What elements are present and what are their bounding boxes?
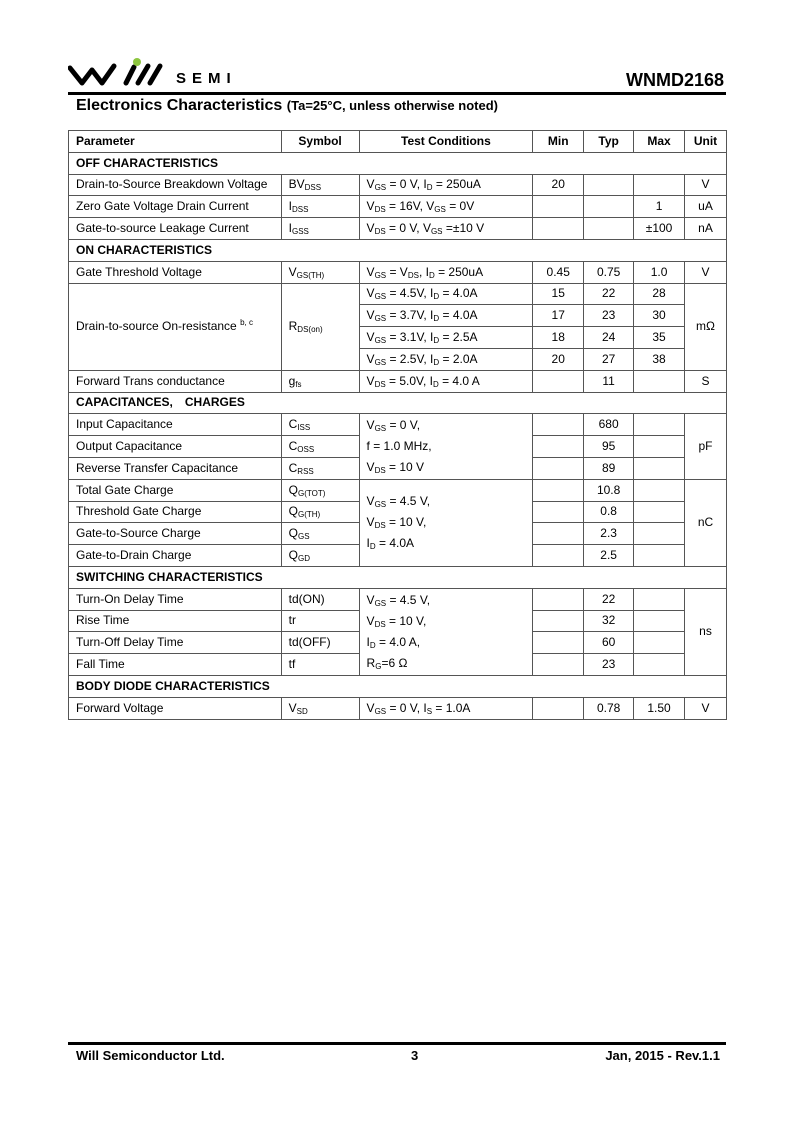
condition-cell: $V_{DS} = 0$ V, $V_{GS} =\pm 10$ V: [359, 218, 533, 240]
min-cell: [533, 501, 584, 523]
unit-cell: V: [685, 697, 727, 719]
max-cell: [634, 457, 685, 479]
max-cell: [634, 174, 685, 196]
part-number: WNMD2168: [625, 70, 724, 90]
condition-cell: $V_{DS} = 16V$, $V_{GS} = 0V$: [359, 196, 533, 218]
section-body-diode: BODY DIODE CHARACTERISTICS: [69, 675, 727, 697]
header-max: Max: [634, 131, 685, 153]
min-cell: [533, 196, 584, 218]
typ-cell: 23: [584, 305, 634, 327]
min-cell: [533, 218, 584, 240]
unit-cell: V: [685, 261, 727, 283]
symbol-cell: $R_{DS(on)}$: [281, 283, 359, 370]
min-cell: [533, 632, 584, 654]
param-cell: Total Gate Charge: [69, 479, 282, 501]
param-cell: Gate Threshold Voltage: [69, 261, 282, 283]
condition-cell: $V_{DS} = 5.0V$, $I_D = 4.0$ A: [359, 370, 533, 392]
typ-cell: 2.3: [584, 523, 634, 545]
max-cell: 1: [634, 196, 685, 218]
symbol-cell: $V_{SD}$: [281, 697, 359, 719]
symbol-cell: $Q_{G(TH)}$: [281, 501, 359, 523]
header-unit: Unit: [685, 131, 727, 153]
footer-rule: [68, 1042, 726, 1045]
typ-cell: 22: [584, 283, 634, 305]
section-capacitances: CAPACITANCES, CHARGES: [69, 392, 727, 414]
table-header-row: [69, 131, 727, 153]
typ-cell: 27: [584, 348, 634, 370]
max-cell: 1.50: [634, 697, 685, 719]
typ-cell: 11: [584, 370, 634, 392]
max-cell: 35: [634, 327, 685, 349]
unit-cell: nC: [685, 479, 727, 566]
footer-page-number: 3: [411, 1048, 419, 1063]
symbol-cell: $C_{ISS}$: [281, 414, 359, 436]
typ-cell: 0.8: [584, 501, 634, 523]
section-switching: SWITCHING CHARACTERISTICS: [69, 566, 727, 588]
condition-cell: $V_{GS} = 0$ V, f = 1.0 MHz, $V_{DS} = 10$ V: [359, 414, 533, 479]
typ-cell: 680: [584, 414, 634, 436]
section-on: ON CHARACTERISTICS: [69, 239, 727, 261]
symbol-cell: $C_{RSS}$: [281, 457, 359, 479]
typ-cell: 2.5: [584, 545, 634, 567]
typ-cell: 23: [584, 654, 634, 676]
unit-cell: pF: [685, 414, 727, 479]
max-cell: [634, 632, 685, 654]
table-row: [69, 479, 727, 501]
header-parameter: Parameter: [69, 131, 282, 153]
condition-cell: $V_{GS} = 4.5$ V, $V_{DS} = 10$ V, $I_D = 4.0$ A, $R_G=6$ Ω: [359, 588, 533, 675]
typ-cell: [584, 196, 634, 218]
param-cell: Gate-to-Drain Charge: [69, 545, 282, 567]
min-cell: 20: [533, 174, 584, 196]
unit-cell: mΩ: [685, 283, 727, 370]
min-cell: [533, 479, 584, 501]
typ-cell: 95: [584, 436, 634, 458]
title-note: (Ta=25°C, unless otherwise noted): [286, 98, 498, 113]
header-conditions: Test Conditions: [359, 131, 533, 153]
header-rule: [68, 92, 726, 95]
param-cell: Rise Time: [69, 610, 282, 632]
table-row: [69, 588, 727, 610]
condition-cell: $V_{GS} = 4.5$ V, $V_{DS} = 10$ V, $I_D = 4.0A$: [359, 479, 533, 566]
unit-cell: uA: [685, 196, 727, 218]
symbol-cell: tr: [281, 610, 359, 632]
max-cell: [634, 370, 685, 392]
param-cell: Input Capacitance: [69, 414, 282, 436]
max-cell: 1.0: [634, 261, 685, 283]
table-row: [69, 261, 727, 283]
unit-cell: ns: [685, 588, 727, 675]
title-main: Electronics Characteristics: [76, 97, 283, 114]
condition-cell: $V_{GS} = 3.7V$, $I_D = 4.0A$: [359, 305, 533, 327]
min-cell: [533, 414, 584, 436]
min-cell: 18: [533, 327, 584, 349]
min-cell: [533, 545, 584, 567]
min-cell: 0.45: [533, 261, 584, 283]
param-cell: Forward Trans conductance: [69, 370, 282, 392]
table-row: [69, 218, 727, 240]
max-cell: 28: [634, 283, 685, 305]
typ-cell: [584, 218, 634, 240]
symbol-cell: $Q_{GS}$: [281, 523, 359, 545]
min-cell: [533, 588, 584, 610]
param-cell: Fall Time: [69, 654, 282, 676]
param-cell: Gate-to-source Leakage Current: [69, 218, 282, 240]
table-row: [69, 196, 727, 218]
condition-cell: $V_{GS} = 2.5V$, $I_D = 2.0A$: [359, 348, 533, 370]
min-cell: 15: [533, 283, 584, 305]
param-cell: Drain-to-Source Breakdown Voltage: [69, 174, 282, 196]
table-row: [69, 174, 727, 196]
typ-cell: 60: [584, 632, 634, 654]
typ-cell: 0.78: [584, 697, 634, 719]
max-cell: [634, 501, 685, 523]
table-row: [69, 370, 727, 392]
max-cell: [634, 436, 685, 458]
min-cell: [533, 370, 584, 392]
typ-cell: 10.8: [584, 479, 634, 501]
max-cell: [634, 414, 685, 436]
max-cell: 30: [634, 305, 685, 327]
symbol-cell: td(ON): [281, 588, 359, 610]
min-cell: [533, 457, 584, 479]
condition-cell: $V_{GS} = 3.1V$, $I_D = 2.5A$: [359, 327, 533, 349]
condition-cell: $V_{GS} = 0$ V, $I_D = 250uA$: [359, 174, 533, 196]
param-cell: Gate-to-Source Charge: [69, 523, 282, 545]
footer-revision: Jan, 2015 - Rev.1.1: [605, 1048, 720, 1063]
min-cell: [533, 436, 584, 458]
min-cell: [533, 523, 584, 545]
param-cell: Reverse Transfer Capacitance: [69, 457, 282, 479]
condition-cell: $V_{GS} = 0$ V, $I_S = 1.0A$: [359, 697, 533, 719]
electrical-characteristics-table: [68, 130, 727, 720]
param-cell: Drain-to-source On-resistance $^{b, c}$: [69, 283, 282, 370]
symbol-cell: $Q_{GD}$: [281, 545, 359, 567]
table-row: [69, 697, 727, 719]
header-symbol: Symbol: [281, 131, 359, 153]
symbol-cell: $C_{OSS}$: [281, 436, 359, 458]
table-row: [69, 283, 727, 305]
max-cell: [634, 545, 685, 567]
symbol-cell: $BV_{DSS}$: [281, 174, 359, 196]
typ-cell: 24: [584, 327, 634, 349]
symbol-cell: $I_{GSS}$: [281, 218, 359, 240]
symbol-cell: $V_{GS(TH)}$: [281, 261, 359, 283]
section-title: [76, 97, 498, 115]
condition-cell: $V_{GS} = V_{DS}$, $I_D = 250uA$: [359, 261, 533, 283]
param-cell: Threshold Gate Charge: [69, 501, 282, 523]
max-cell: [634, 523, 685, 545]
param-cell: Forward Voltage: [69, 697, 282, 719]
param-cell: Zero Gate Voltage Drain Current: [69, 196, 282, 218]
typ-cell: [584, 174, 634, 196]
max-cell: ±100: [634, 218, 685, 240]
unit-cell: S: [685, 370, 727, 392]
symbol-cell: td(OFF): [281, 632, 359, 654]
min-cell: 17: [533, 305, 584, 327]
table-row: [69, 414, 727, 436]
max-cell: [634, 654, 685, 676]
typ-cell: 32: [584, 610, 634, 632]
header-typ: Typ: [584, 131, 634, 153]
section-off: OFF CHARACTERISTICS: [69, 152, 727, 174]
symbol-cell: $g_{fs}$: [281, 370, 359, 392]
min-cell: 20: [533, 348, 584, 370]
typ-cell: 22: [584, 588, 634, 610]
max-cell: 38: [634, 348, 685, 370]
param-cell: Turn-On Delay Time: [69, 588, 282, 610]
max-cell: [634, 588, 685, 610]
param-cell: Turn-Off Delay Time: [69, 632, 282, 654]
condition-cell: $V_{GS} = 4.5V$, $I_D = 4.0A$: [359, 283, 533, 305]
header-min: Min: [533, 131, 584, 153]
max-cell: [634, 479, 685, 501]
footer-company: Will Semiconductor Ltd.: [76, 1048, 225, 1063]
typ-cell: 89: [584, 457, 634, 479]
param-cell: Output Capacitance: [69, 436, 282, 458]
min-cell: [533, 697, 584, 719]
symbol-cell: $Q_{G(TOT)}$: [281, 479, 359, 501]
unit-cell: nA: [685, 218, 727, 240]
symbol-cell: tf: [281, 654, 359, 676]
min-cell: [533, 610, 584, 632]
typ-cell: 0.75: [584, 261, 634, 283]
logo-text: SEMI: [176, 70, 237, 87]
unit-cell: V: [685, 174, 727, 196]
max-cell: [634, 610, 685, 632]
symbol-cell: $I_{DSS}$: [281, 196, 359, 218]
min-cell: [533, 654, 584, 676]
logo-accent-dot: [133, 58, 141, 66]
